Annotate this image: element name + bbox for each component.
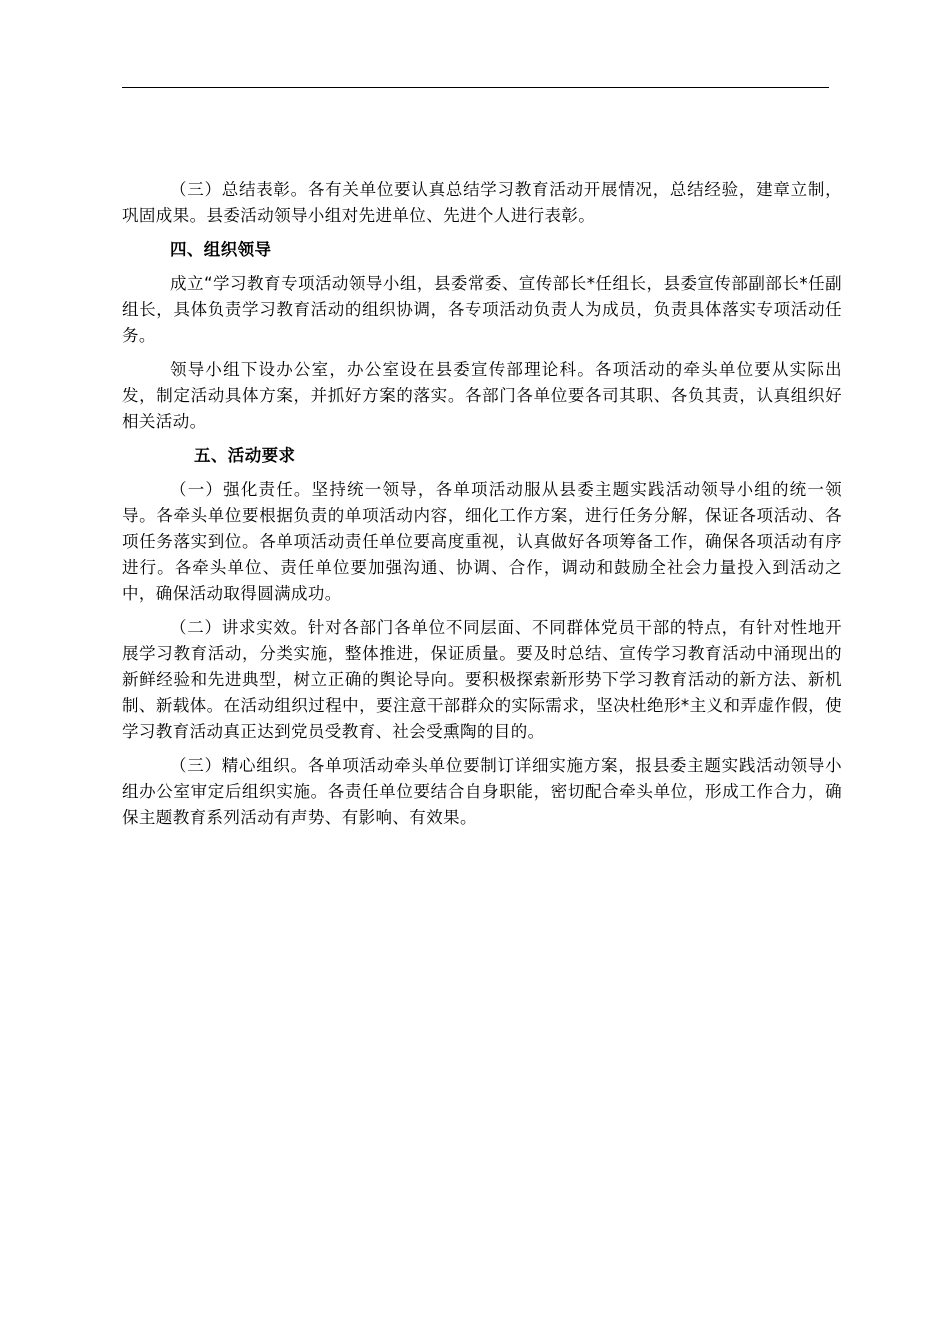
section-heading-requirements: 五、活动要求 xyxy=(194,446,296,465)
paragraph-strengthen-responsibility: （一）强化责任。坚持统一领导，各单项活动服从县委主题实践活动领导小组的统一领导。各牵头单位要根据负责的单项活动内容，细化工作方案，进行任务分解，保证各项活动、各项任务落实到位。各单项活动责任单位要高度重视，认真做好各项筹备工作，确保各项活动有序进行。各牵头单位、责任单位要加强沟通、协调、合作，调动和鼓励全社会力量投入到活动之中，确保活动取得圆满成功。 xyxy=(122,480,842,603)
paragraph-office: 领导小组下设办公室，办公室设在县委宣传部理论科。各项活动的牵头单位要从实际出发，制定活动具体方案，并抓好方案的落实。各部门各单位要各司其职、各负其责，认真组织好相关活动。 xyxy=(122,360,842,431)
paragraph-leading-group: 成立“学习教育专项活动领导小组，县委常委、宣传部长*任组长，县委宣传部副部长*任副组长，具体负责学习教育活动的组织协调，各专项活动负责人为成员，负责具体落实专项活动任务。 xyxy=(122,274,842,345)
section-heading-organization: 四、组织领导 xyxy=(170,240,272,259)
paragraph-practical-results: （二）讲求实效。针对各部门各单位不同层面、不同群体党员干部的特点，有针对性地开展学习教育活动，分类实施，整体推进，保证质量。要及时总结、宣传学习教育活动中涌现出的新鲜经验和先进典型，树立正确的舆论导向。要积极探索新形势下学习教育活动的新方法、新机制、新载体。在活动组织过程中，要注意干部群众的实际需求，坚决杜绝形*主义和弄虚作假，使学习教育活动真正达到党员受教育、社会受熏陶的目的。 xyxy=(122,618,842,741)
header-rule xyxy=(122,87,829,88)
document-body xyxy=(122,177,842,839)
paragraph-careful-organization: （三）精心组织。各单项活动牵头单位要制订详细实施方案，报县委主题实践活动领导小组办公室审定后组织实施。各责任单位要结合自身职能，密切配合牵头单位，形成工作合力，确保主题教育系列活动有声势、有影响、有效果。 xyxy=(122,756,842,827)
paragraph-summary-commendation: （三）总结表彰。各有关单位要认真总结学习教育活动开展情况，总结经验，建章立制，巩固成果。县委活动领导小组对先进单位、先进个人进行表彰。 xyxy=(122,180,842,225)
